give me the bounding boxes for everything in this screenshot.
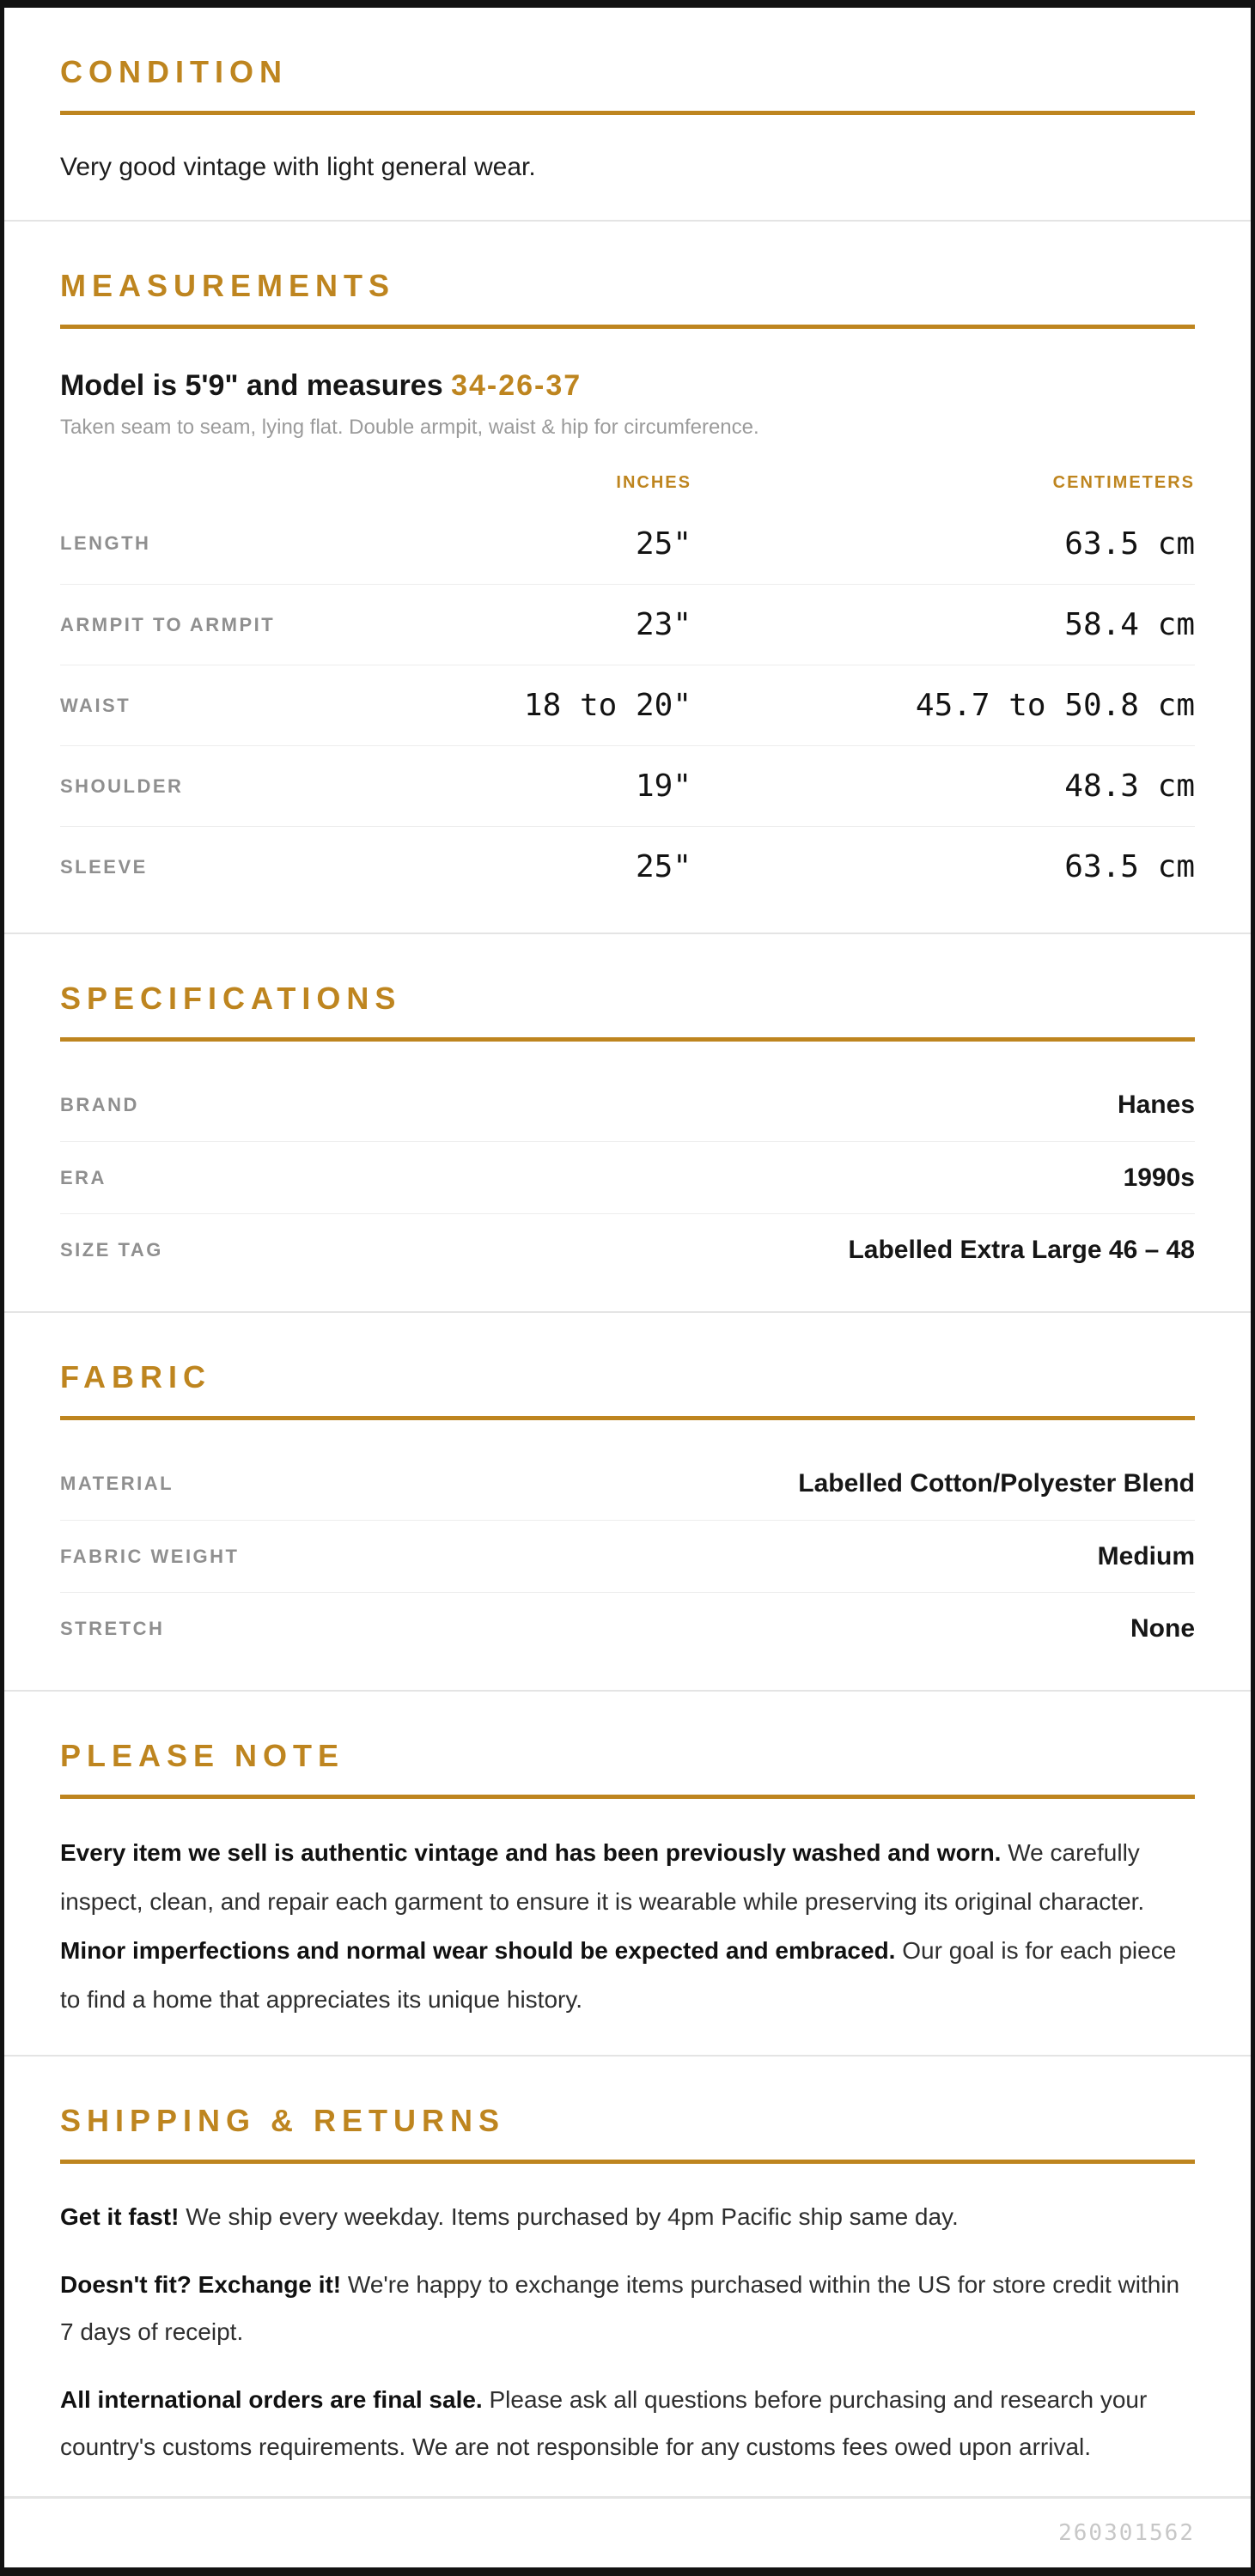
- gold-rule: [60, 2160, 1195, 2164]
- section-measurements: [4, 222, 1251, 934]
- gold-rule: [60, 1037, 1195, 1042]
- cm-value: 63.5 cm: [1064, 849, 1195, 884]
- inches-value: 23": [635, 607, 691, 642]
- fabric-label: FABRIC WEIGHT: [60, 1545, 240, 1567]
- note-bold-segment: Every item we sell is authentic vintage and has been previously washed and worn.: [60, 1839, 1002, 1866]
- shipping-paragraph-fast: [60, 2193, 1195, 2240]
- measure-label: WAIST: [60, 694, 131, 716]
- spec-label: BRAND: [60, 1094, 139, 1115]
- shipping-title: SHIPPING & RETURNS: [60, 2103, 506, 2138]
- model-line-prefix: Model is 5'9" and measures: [60, 369, 452, 402]
- cm-value: 63.5 cm: [1064, 526, 1195, 562]
- model-measurements: 34-26-37: [451, 369, 582, 402]
- measurement-row-length: [60, 503, 1195, 584]
- measure-label: ARMPIT TO ARMPIT: [60, 613, 276, 635]
- measurements-title: MEASUREMENTS: [60, 268, 396, 303]
- spec-label: ERA: [60, 1166, 107, 1188]
- measure-label: SHOULDER: [60, 775, 184, 797]
- gold-rule: [60, 111, 1195, 115]
- gold-rule: [60, 1416, 1195, 1420]
- spec-row-brand: [60, 1069, 1195, 1141]
- column-header-centimeters: CENTIMETERS: [1052, 473, 1195, 492]
- fabric-label: STRETCH: [60, 1617, 165, 1639]
- fabric-row-weight: [60, 1520, 1195, 1592]
- spec-value: Labelled Extra Large 46 – 48: [848, 1235, 1195, 1264]
- section-fabric: [4, 1313, 1251, 1692]
- measurement-row-armpit: [60, 584, 1195, 665]
- fabric-value: Medium: [1097, 1541, 1195, 1571]
- gold-rule: [60, 1795, 1195, 1799]
- fabric-row-stretch: [60, 1592, 1195, 1664]
- spec-value: 1990s: [1123, 1163, 1195, 1192]
- fabric-label: MATERIAL: [60, 1473, 174, 1494]
- measure-label: SLEEVE: [60, 855, 148, 878]
- measurements-subtitle: Taken seam to seam, lying flat. Double armpit, waist & hip for circumference.: [60, 416, 759, 439]
- model-size-line: [60, 367, 1195, 404]
- measurements-table: [60, 503, 1195, 907]
- cm-value: 45.7 to 50.8 cm: [915, 688, 1195, 723]
- please-note-text: [60, 1828, 1195, 2024]
- note-bold-segment: Minor imperfections and normal wear should be expected and embraced.: [60, 1937, 896, 1964]
- cm-value: 48.3 cm: [1064, 769, 1195, 804]
- column-header-inches: INCHES: [616, 473, 691, 492]
- shipping-lead: Get it fast!: [60, 2203, 180, 2230]
- condition-text: Very good vintage with light general wear.: [60, 153, 536, 181]
- shipping-rest: Please ask all questions before purchasing and research your country's customs requirements. We are not responsible for any customs fees owed upon arrival.: [60, 2386, 1148, 2460]
- shipping-lead: All international orders are final sale.: [60, 2386, 483, 2413]
- shipping-paragraph-exchange: [60, 2261, 1195, 2355]
- fabric-table: [60, 1448, 1195, 1664]
- note-segment: Our goal is for each piece to find a home that appreciates its unique history.: [60, 1937, 1177, 2013]
- specifications-table: [60, 1069, 1195, 1285]
- section-shipping-returns: [4, 2057, 1251, 2498]
- specifications-title: SPECIFICATIONS: [60, 981, 402, 1016]
- item-id: 260301562: [1058, 2520, 1195, 2546]
- measure-label: LENGTH: [60, 532, 151, 554]
- note-segment: We carefully inspect, clean, and repair each garment to ensure it is wearable while preserving its original character.: [60, 1839, 1145, 1915]
- fabric-value: None: [1130, 1613, 1195, 1643]
- section-please-note: [4, 1692, 1251, 2057]
- shipping-lead: Doesn't fit? Exchange it!: [60, 2271, 342, 2298]
- inches-value: 25": [635, 849, 691, 884]
- spec-row-size-tag: [60, 1213, 1195, 1285]
- section-specifications: [4, 934, 1251, 1313]
- condition-title: CONDITION: [60, 54, 288, 89]
- spec-value: Hanes: [1117, 1091, 1195, 1119]
- measurement-row-waist: [60, 665, 1195, 745]
- please-note-title: PLEASE NOTE: [60, 1738, 345, 1773]
- shipping-paragraph-international: [60, 2376, 1195, 2470]
- measurements-column-headers: [60, 473, 1195, 503]
- spec-row-era: [60, 1141, 1195, 1213]
- gold-rule: [60, 325, 1195, 329]
- shipping-rest: We're happy to exchange items purchased within the US for store credit within 7 days of receipt.: [60, 2271, 1180, 2345]
- inches-value: 18 to 20": [523, 688, 691, 723]
- spec-label: SIZE TAG: [60, 1238, 163, 1261]
- fabric-value: Labelled Cotton/Polyester Blend: [798, 1469, 1195, 1498]
- measurement-row-shoulder: [60, 745, 1195, 826]
- footer-bar: [4, 2497, 1251, 2567]
- section-condition: [4, 8, 1251, 222]
- cm-value: 58.4 cm: [1064, 607, 1195, 642]
- inches-value: 25": [635, 526, 691, 562]
- inches-value: 19": [635, 769, 691, 804]
- fabric-title: FABRIC: [60, 1359, 211, 1394]
- fabric-row-material: [60, 1448, 1195, 1520]
- shipping-rest: We ship every weekday. Items purchased by 4pm Pacific ship same day.: [179, 2203, 959, 2230]
- measurement-row-sleeve: [60, 826, 1195, 907]
